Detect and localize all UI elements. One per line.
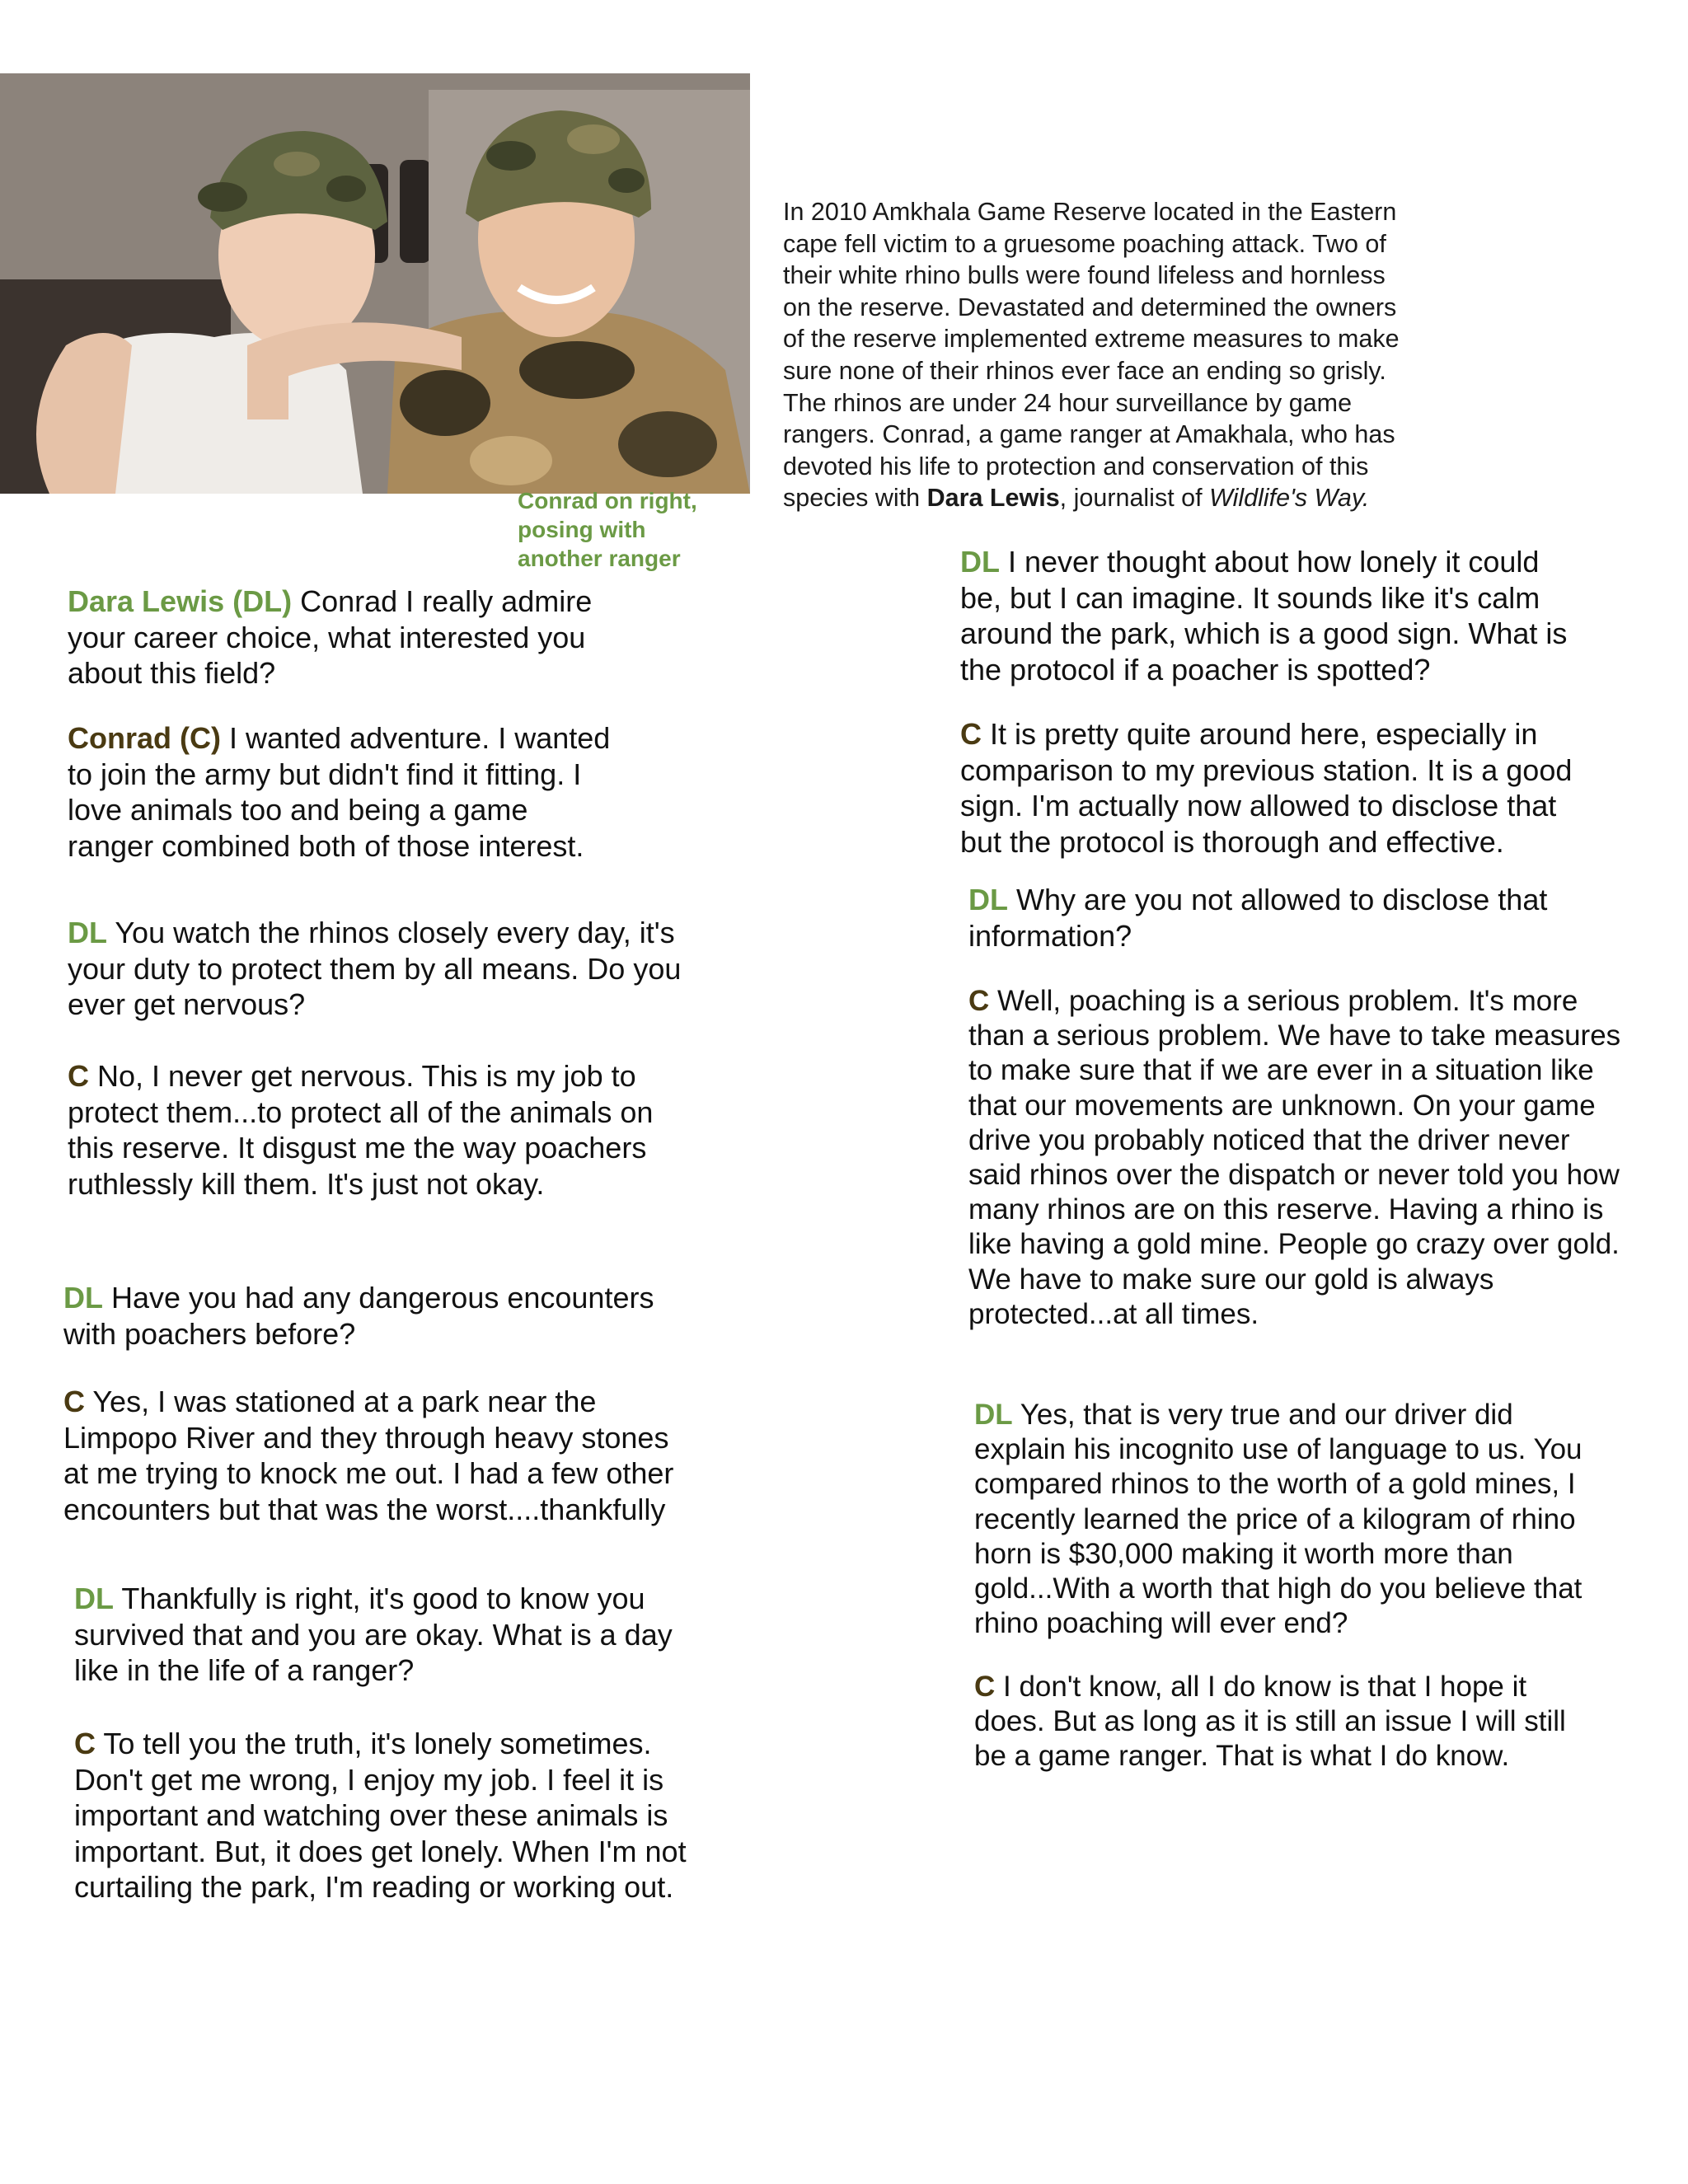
speaker-label: DL: [974, 1399, 1013, 1431]
speaker-label: C: [74, 1727, 96, 1760]
question-career: Dara Lewis (DL) Conrad I really admire your career choice, what interested you about this field?: [68, 584, 593, 690]
journalist-name: Dara Lewis: [926, 484, 1060, 513]
caption-line: another ranger: [518, 546, 681, 571]
intro-line-last: species with Dara Lewis, journalist of Wildlife's Way.: [783, 484, 1370, 513]
speaker-label: C: [968, 985, 990, 1017]
intro-line: cape fell victim to a gruesome poaching attack. Two of: [783, 229, 1386, 258]
answer-nervous: C No, I never get nervous. This is my job to protect them...to protect all of the animals on this reserve. It disgust me the way poachers ruthlessly kill them. It's just not okay.: [68, 1059, 654, 1201]
photo-rangers: [0, 73, 750, 494]
question-encounters: DL Have you had any dangerous encounters with poachers before?: [63, 1281, 654, 1351]
answer-end-poaching: C I don't know, all I do know is that I hope it does. But as long as it is still an issue I will still be a game ranger. That is what I do know.: [974, 1671, 1566, 1773]
speaker-label: C: [960, 717, 982, 751]
publication-name: Wildlife's Way.: [1209, 484, 1370, 513]
speaker-label: Dara Lewis (DL): [68, 584, 293, 618]
intro-line: on the reserve. Devastated and determined the owners: [783, 293, 1397, 321]
speaker-label: DL: [960, 545, 1000, 579]
question-disclose: DL Why are you not allowed to disclose that information?: [968, 883, 1548, 953]
speaker-label: DL: [68, 916, 107, 949]
question-nervous: DL You watch the rhinos closely every day, it's your duty to protect them by all means. Do you ever get nervous?: [68, 916, 682, 1021]
intro-line: In 2010 Amkhala Game Reserve located in the Eastern: [783, 198, 1397, 226]
speaker-label: DL: [74, 1582, 114, 1615]
speaker-label: C: [974, 1671, 996, 1703]
intro-line: devoted his life to protection and conservation of this: [783, 452, 1369, 480]
answer-day-in-life: C To tell you the truth, it's lonely sometimes. Don't get me wrong, I enjoy my job. I feel it is important and watching over these animals is important. But, it does get lonely. When I'm not curtailing the park, I'm reading or working out.: [74, 1727, 687, 1904]
speaker-label: DL: [968, 883, 1008, 916]
intro-line: their white rhino bulls were found lifeless and hornless: [783, 261, 1386, 290]
intro-line: The rhinos are under 24 hour surveillance by game: [783, 388, 1353, 417]
question-worth: DL Yes, that is very true and our driver did explain his incognito use of language to us. You compared rhinos to the worth of a gold mines, I recently learned the price of a kilogram of rhino horn is $30,000 making it worth more than gold...With a worth that high do you believe that rhino poaching will ever end?: [974, 1399, 1582, 1640]
speaker-label: DL: [63, 1281, 103, 1315]
speaker-label: C: [68, 1059, 89, 1093]
intro-line: rangers. Conrad, a game ranger at Amakhala, who has: [783, 420, 1395, 449]
answer-encounters: C Yes, I was stationed at a park near the Limpopo River and they through heavy stones at me trying to knock me out. I had a few other encounters but that was the worst....thankfully: [63, 1385, 674, 1526]
caption-line: posing with: [518, 517, 646, 542]
answer-career: Conrad (C) I wanted adventure. I wanted to join the army but didn't find it fitting. I love animals too and being a game ranger combined both of those interest.: [68, 721, 611, 863]
intro-line: of the reserve implemented extreme measures to make: [783, 325, 1400, 354]
speaker-label: Conrad (C): [68, 721, 221, 755]
photo-caption: [518, 486, 757, 573]
speaker-label: C: [63, 1385, 85, 1418]
caption-line: Conrad on right,: [518, 488, 697, 513]
question-day-in-life: DL Thankfully is right, it's good to know you survived that and you are okay. What is a day like in the life of a ranger?: [74, 1582, 673, 1687]
answer-protocol: C It is pretty quite around here, especially in comparison to my previous station. It is a good sign. I'm actually now allowed to disclose that but the protocol is thorough and effective.: [960, 717, 1573, 859]
photo-illustration: [0, 73, 750, 494]
answer-disclose: C Well, poaching is a serious problem. It's more than a serious problem. We have to take measures to make sure that if we are ever in a situation like that our movements are unknown. On your game drive you probably noticed that the driver never said rhinos over the dispatch or never told you how many rhinos are on this reserve. Having a rhino is like having a gold mine. People go crazy over gold. We have to make sure our gold is always protected...at all times.: [968, 985, 1621, 1330]
intro-paragraph: [783, 196, 1459, 514]
question-lonely: DL I never thought about how lonely it could be, but I can imagine. It sounds like it's calm around the park, which is a good sign. What is the protocol if a poacher is spotted?: [960, 545, 1568, 687]
intro-line: sure none of their rhinos ever face an ending so grisly.: [783, 356, 1386, 385]
